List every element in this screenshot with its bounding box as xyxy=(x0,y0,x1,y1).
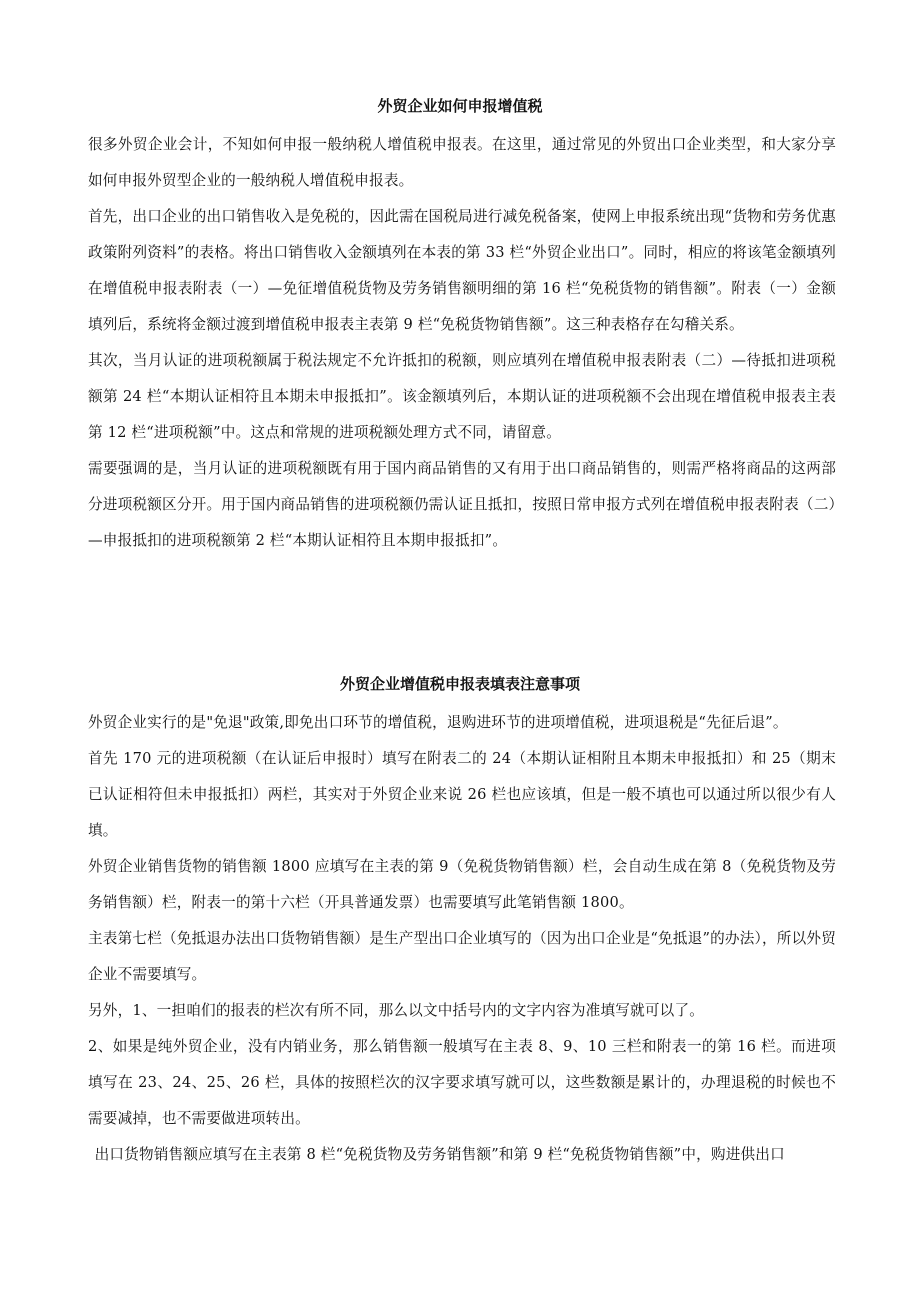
section2-paragraph-2: 首先 170 元的进项税额（在认证后申报时）填写在附表二的 24（本期认证相附且本期未申报抵扣）和 25（期末已认证相符但未申报抵扣）两栏，其实对于外贸企业来说 26 栏也应该填，但是一般不填也可以通过所以很少有人填。 xyxy=(88,750,836,839)
section2-paragraph-1: 外贸企业实行的是"免退"政策,即免出口环节的增值税，退购进环节的进项增值税，进项退税是“先征后退”。 xyxy=(88,714,788,731)
section1-title: 外贸企业如何申报增值税 xyxy=(377,97,543,115)
section2-title: 外贸企业增值税申报表填表注意事项 xyxy=(339,675,580,693)
section1-paragraph-3: 其次，当月认证的进项税额属于税法规定不允许抵扣的税额，则应填列在增值税申报表附表（二）—待抵扣进项税额第 24 栏“本期认证相符且本期未申报抵扣”。该金额填列后，本期认证的进项税额不会出现在增值税申报表主表第 12 栏“进项税额”中。这点和常规的进项税额处理方式不同，请留意。 xyxy=(88,352,836,441)
section2-paragraph-7: 出口货物销售额应填写在主表第 8 栏“免税货物及劳务销售额”和第 9 栏“免税货物销售额”中，购进供出口 xyxy=(94,1146,785,1163)
section1-body xyxy=(88,127,836,559)
section1-paragraph-4: 需要强调的是，当月认证的进项税额既有用于国内商品销售的又有用于出口商品销售的，则需严格将商品的这两部分进项税额区分开。用于国内商品销售的进项税额仍需认证且抵扣，按照日常申报方式列在增值税申报表附表（二）—申报抵扣的进项税额第 2 栏“本期认证相符且本期申报抵扣”。 xyxy=(88,460,836,549)
section2-paragraph-4: 主表第七栏（免抵退办法出口货物销售额）是生产型出口企业填写的（因为出口企业是“免抵退”的办法），所以外贸企业不需要填写。 xyxy=(88,930,836,983)
section2-paragraph-6: 2、如果是纯外贸企业，没有内销业务，那么销售额一般填写在主表 8、9、10 三栏和附表一的第 16 栏。而进项填写在 23、24、25、26 栏，具体的按照栏次的汉字要求填写就可以，这些数额是累计的，办理退税的时候也不需要减掉，也不需要做进项转出。 xyxy=(88,1038,836,1127)
section1-paragraph-1: 很多外贸企业会计，不知如何申报一般纳税人增值税申报表。在这里，通过常见的外贸出口企业类型，和大家分享如何申报外贸型企业的一般纳税人增值税申报表。 xyxy=(88,136,836,189)
section2-body xyxy=(88,705,836,1173)
section2-paragraph-5: 另外，1、一担咱们的报表的栏次有所不同，那么以文中括号内的文字内容为准填写就可以了。 xyxy=(88,1002,705,1019)
section2-paragraph-3: 外贸企业销售货物的销售额 1800 应填写在主表的第 9（免税货物销售额）栏，会自动生成在第 8（免税货物及劳务销售额）栏，附表一的第十六栏（开具普通发票）也需要填写此笔销售额 1800。 xyxy=(88,858,836,911)
section1-paragraph-2: 首先，出口企业的出口销售收入是免税的，因此需在国税局进行减免税备案，使网上申报系统出现“货物和劳务优惠政策附列资料”的表格。将出口销售收入金额填列在本表的第 33 栏“外贸企业出口”。同时，相应的将该笔金额填列在增值税申报表附表（一）—免征增值税货物及劳务销售额明细的第 16 栏“免税货物的销售额”。附表（一）金额填列后，系统将金额过渡到增值税申报表主表第 9 栏“免税货物销售额”。这三种表格存在勾稽关系。 xyxy=(88,208,836,333)
